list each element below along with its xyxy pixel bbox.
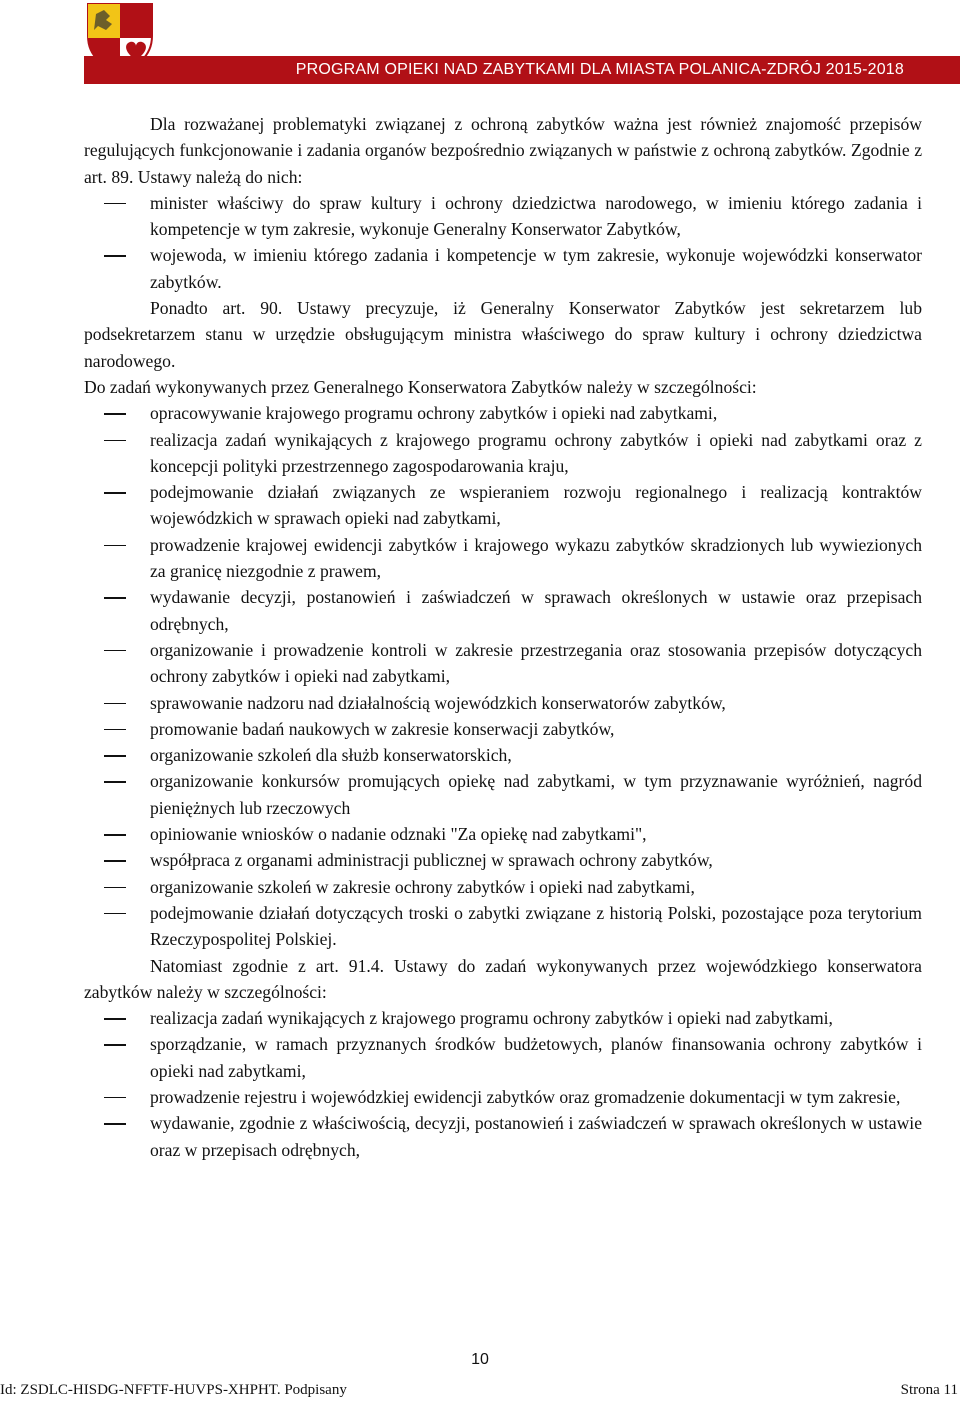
paragraph-art-90: Ponadto art. 90. Ustawy precyzuje, iż Generalny Konserwator Zabytków jest sekretarzem lub podsekretarzem stanu w urzędzie obsługującym ministra właściwego do spraw kultury i ochrony dziedzictwa narodowego. [84,298,922,371]
list-item: sprawowanie nadzoru nad działalnością wojewódzkich konserwatorów zabytków, [84,690,922,716]
list-item: wydawanie, zgodnie z właściwością, decyzji, postanowień i zaświadczeń w sprawach określonych w ustawie oraz w przepisach odrębnych, [84,1110,922,1163]
list-item: wydawanie decyzji, postanowień i zaświadczeń w sprawach określonych w ustawie oraz przepisach odrębnych, [84,584,922,637]
list-item: realizacja zadań wynikających z krajowego programu ochrony zabytków i opieki nad zabytkami, [84,1005,922,1031]
list-item: organizowanie konkursów promujących opiekę nad zabytkami, w tym przyznawanie wyróżnień, nagród pieniężnych lub rzeczowych [84,768,922,821]
paragraph-art-91: Natomiast zgodnie z art. 91.4. Ustawy do zadań wykonywanych przez wojewódzkiego konserwatora zabytków należy w szczególności: [84,955,922,1002]
gkz-tasks-list [84,400,922,952]
list-item: wojewoda, w imieniu którego zadania i kompetencje w tym zakresie, wykonuje wojewódzki konserwator zabytków. [84,242,922,295]
list-item: podejmowanie działań związanych ze wspieraniem rozwoju regionalnego i realizacją kontraktów wojewódzkich w sprawach opieki nad zabytkami, [84,479,922,532]
list-item: prowadzenie rejestru i wojewódzkiej ewidencji zabytków oraz gromadzenie dokumentacji w tym zakresie, [84,1084,922,1110]
wkz-tasks-list [84,1005,922,1163]
list-item: organizowanie szkoleń w zakresie ochrony zabytków i opieki nad zabytkami, [84,874,922,900]
list-item: opracowywanie krajowego programu ochrony zabytków i opieki nad zabytkami, [84,400,922,426]
list-item: organizowanie i prowadzenie kontroli w zakresie przestrzegania oraz stosowania przepisów dotyczących ochrony zabytków i opieki nad zabytkami, [84,637,922,690]
header-title: PROGRAM OPIEKI NAD ZABYTKAMI DLA MIASTA POLANICA-ZDRÓJ 2015-2018 [295,61,904,78]
paragraph-gkz-tasks: Do zadań wykonywanych przez Generalnego Konserwatora Zabytków należy w szczególności: [84,376,757,397]
organs-list [84,190,922,295]
list-item: realizacja zadań wynikających z krajowego programu ochrony zabytków i opieki nad zabytkami oraz z koncepcji polityki przestrzennego zagospodarowania kraju, [84,427,922,480]
list-item: sporządzanie, w ramach przyznanych środków budżetowych, planów finansowania ochrony zabytków i opieki nad zabytkami, [84,1031,922,1084]
footer-page: Strona 11 [900,1382,958,1398]
document-id: Id: ZSDLC-HISDG-NFFTF-HUVPS-XHPHT. Podpisany [0,1382,347,1398]
list-item: prowadzenie krajowej ewidencji zabytków i krajowego wykazu zabytków skradzionych lub wywiezionych za granicę niezgodnie z prawem, [84,532,922,585]
document-body [84,111,922,1163]
list-item: opiniowanie wniosków o nadanie odznaki "Za opiekę nad zabytkami", [84,821,922,847]
page-header [84,0,960,84]
list-item: podejmowanie działań dotyczących troski o zabytki związane z historią Polski, pozostające poza terytorium Rzeczypospolitej Polskiej. [84,900,922,953]
page-number: 10 [471,1351,489,1368]
paragraph-intro: Dla rozważanej problematyki związanej z ochroną zabytków ważna jest również znajomość przepisów regulujących funkcjonowanie i zadania organów bezpośrednio związanych w państwie z ochroną zabytków. Zgodnie z art. 89. Ustawy należą do nich: [84,114,922,187]
list-item: minister właściwy do spraw kultury i ochrony dziedzictwa narodowego, w imieniu którego zadania i kompetencje w tym zakresie, wykonuje Generalny Konserwator Zabytków, [84,190,922,243]
list-item: współpraca z organami administracji publicznej w sprawach ochrony zabytków, [84,847,922,873]
list-item: organizowanie szkoleń dla służb konserwatorskich, [84,742,922,768]
list-item: promowanie badań naukowych w zakresie konserwacji zabytków, [84,716,922,742]
